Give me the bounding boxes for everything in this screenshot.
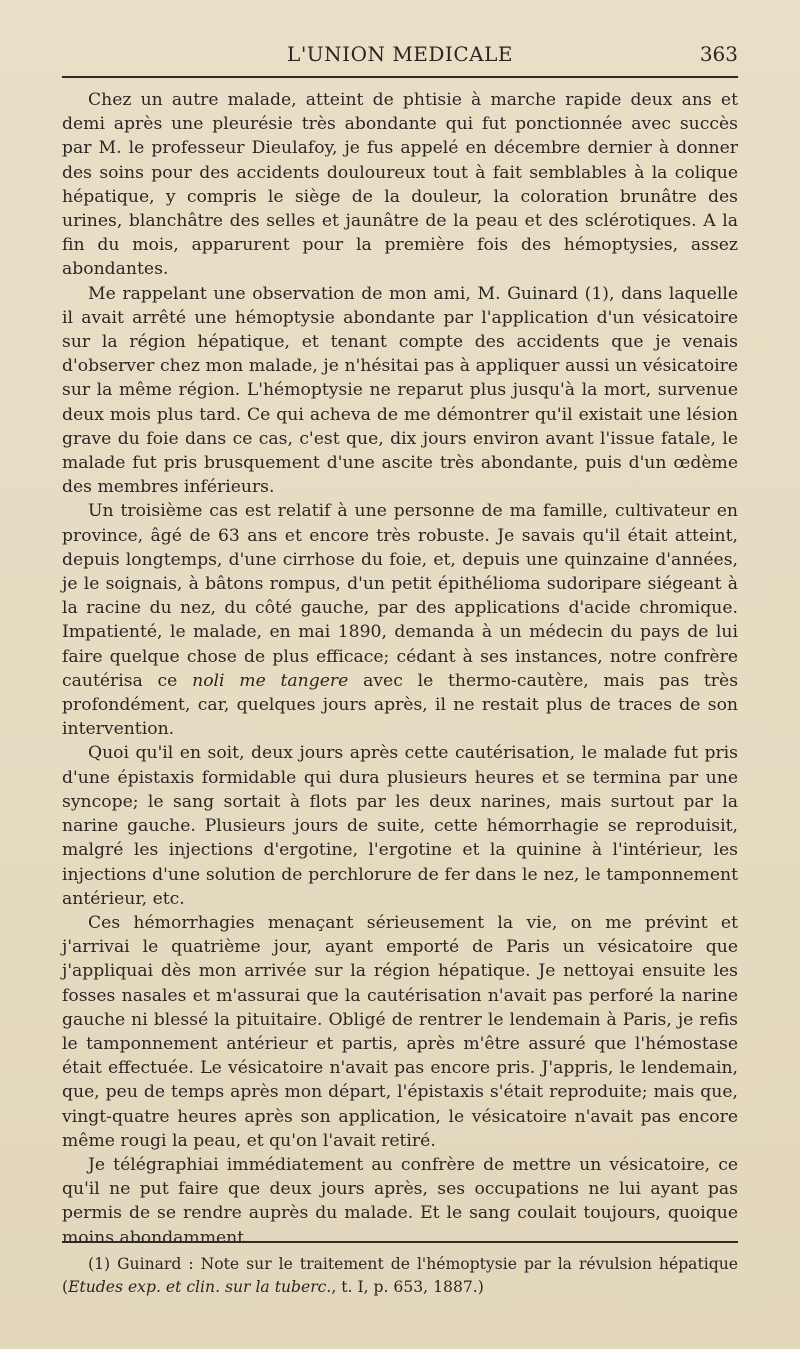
footnote-text-a: (1) Guinard : Note sur le traitement de l'hémoptysie par la révulsion hépatique ( [62, 1255, 738, 1296]
paragraph-1: Chez un autre malade, atteint de phtisie à marche rapide deux ans et demi après une pleurésie très abondante qui fut ponctionnée avec succès par M. le professeur Dieulafoy, je fus appelé en décembre dernier à donner des soins pour des accidents douloureux tout à fait semblables à la colique hépatique, y compris le siège de la douleur, la coloration brunâtre des urines, blanchâtre des selles et jaunâtre de la peau et des sclérotiques. A la fin du mois, apparurent pour la première fois des hémoptysies, assez abondantes. [62, 90, 738, 280]
paragraph-6: Je télégraphiai immédiatement au confrère de mettre un vésicatoire, ce qu'il ne put faire que deux jours après, ses occupations ne lui ayant pas permis de se rendre auprès du malade. Et le sang coulait toujours, quoique moins abondamment. [62, 1154, 738, 1248]
footnote [62, 1253, 738, 1299]
paragraph-4: Quoi qu'il en soit, deux jours après cette cautérisation, le malade fut pris d'une épistaxis formidable qui dura plusieurs heures et se termina par une syncope; le sang sortait à flots par les deux narines, mais surtout par la narine gauche. Plusieurs jours de suite, cette hémorrhagie se reproduisit, malgré les injections d'ergotine, l'ergotine et la quinine à l'intérieur, les injections d'une solution de perchlorure de fer dans le nez, le tamponnement antérieur, etc. [62, 743, 738, 909]
journal-title: L'UNION MEDICALE [287, 42, 513, 66]
page-number: 363 [699, 42, 738, 66]
paragraph-5: Ces hémorrhagies menaçant sérieusement la vie, on me prévint et j'arrivai le quatrième jour, ayant emporté de Paris un vésicatoire que j'appliquai dès mon arrivée sur la région hépatique. Je nettoyai ensuite les fosses nasales et m'assurai que la cautérisation n'avait pas perforé la narine gauche ni blessé la pituitaire. Obligé de rentrer le lendemain à Paris, je refis le tamponnement antérieur et partis, après m'être assuré que l'hémostase était effectuée. Le vésicatoire n'avait pas encore pris. J'appris, le lendemain, que, peu de temps après mon départ, l'épistaxis s'était reproduite; mais que, vingt-quatre heures après son application, le vésicatoire n'avait pas encore même rougi la peau, et qu'on l'avait retiré. [62, 912, 738, 1151]
header-rule [62, 76, 738, 78]
running-header [62, 40, 738, 72]
paragraph-3 [62, 499, 738, 741]
footnote-text [62, 1253, 738, 1299]
paragraph-3-text-b: avec le thermo-cautère, mais pas très profondément, car, quelques jours après, il ne restait plus de traces de son intervention. [62, 670, 739, 740]
footnote-rule [62, 1241, 738, 1243]
article-body [62, 88, 738, 1250]
paragraph-2: Me rappelant une observation de mon ami, M. Guinard (1), dans laquelle il avait arrêté une hémoptysie abondante par l'application d'un vésicatoire sur la région hépatique, et tenant compte des accidents que je venais d'observer chez mon malade, je n'hésitai pas à appliquer aussi un vésicatoire sur la même région. L'hémoptysie ne reparut plus jusqu'à la mort, survenue deux mois plus tard. Ce qui acheva de me démontrer qu'il existait une lésion grave du foie dans ce cas, c'est que, dix jours environ avant l'issue fatale, le malade fut pris brusquement d'une ascite très abondante, puis d'un œdème des membres inférieurs. [62, 283, 738, 498]
footnote-text-b: , t. I, p. 653, 1887.) [331, 1278, 484, 1296]
paragraph-3-text-a: Un troisième cas est relatif à une personne de ma famille, cultivateur en province, âgé de 63 ans et encore très robuste. Je savais qu'il était atteint, depuis longtemps, d'une cirrhose du foie, et, depuis une quinzaine d'années, je le soignais, à bâtons rompus, d'un petit épithélioma sudoripare siégeant à la racine du nez, du côté gauche, par des applications d'acide chromique. Impatienté, le malade, en mai 1890, demanda à un médecin du pays de lui faire quelque chose de plus efficace; cédant à ses instances, notre confrère cautérisa ce [62, 501, 738, 691]
footnote-source-title: Etudes exp. et clin. sur la tuberc. [68, 1278, 332, 1296]
latin-phrase: noli me tangere [192, 670, 349, 691]
